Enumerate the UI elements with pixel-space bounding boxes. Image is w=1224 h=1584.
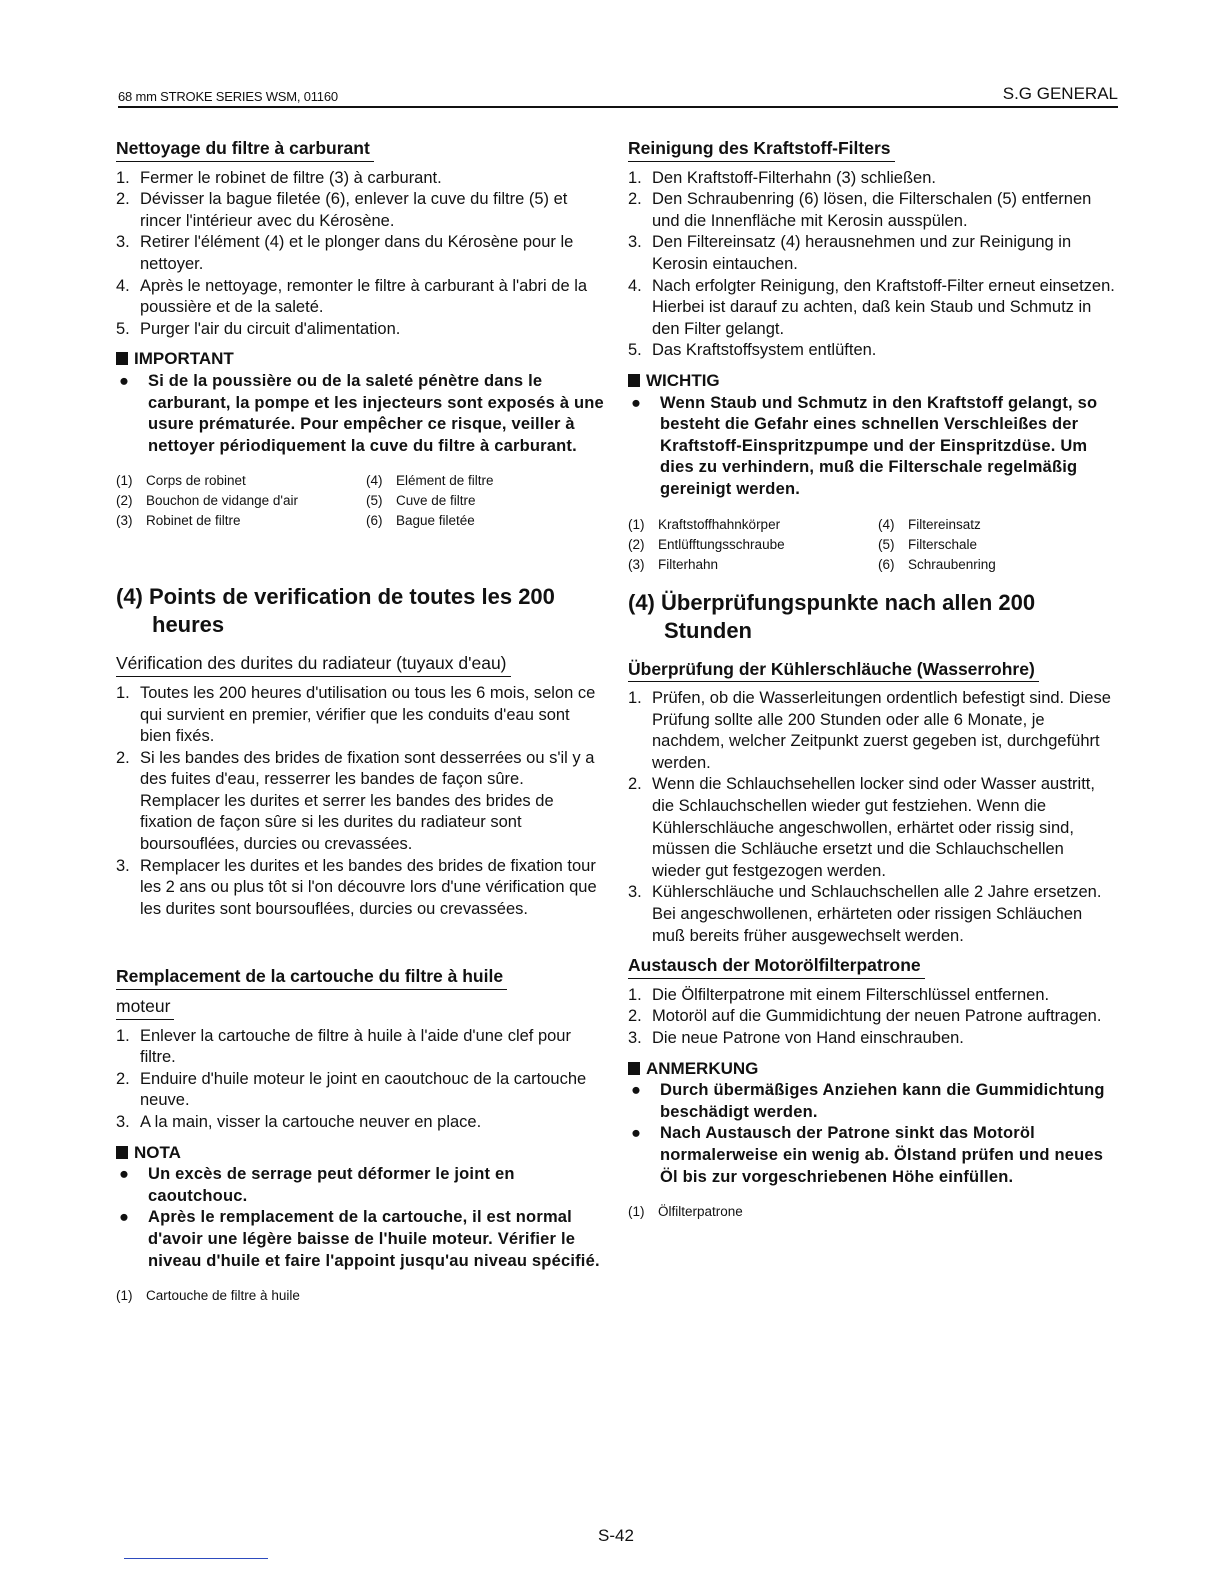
legend-item: (5) Filterschale <box>878 536 978 552</box>
list-item: 1. Den Kraftstoff-Filterhahn (3) schließen. <box>628 168 936 187</box>
hose-steps-fr <box>116 683 604 921</box>
fuel-filter-heading-fr: Nettoyage du filtre à carburant <box>116 138 374 162</box>
legend-item: (5) Cuve de filtre <box>366 493 476 509</box>
fuel-legend-de <box>628 515 1116 575</box>
section-title-de: (4) Überprüfungspunkte nach allen 200 Stunden <box>628 589 1036 643</box>
german-column <box>628 138 1116 1222</box>
bullet-icon: ● <box>119 1165 130 1184</box>
legend-item: (1) Cartouche de filtre à huile <box>116 1288 300 1304</box>
list-item: 4. Après le nettoyage, remonter le filtre à carburant à l'abri de la poussière et de la saleté. <box>116 276 588 317</box>
oil-filter-heading-fr-line1: Remplacement de la cartouche du filtre à huile <box>116 966 507 990</box>
oil-steps-fr <box>116 1026 604 1134</box>
list-item: 2. Den Schraubenring (6) lösen, die Filterschalen (5) entfernen und die Innenfläche mit Kerosin ausspülen. <box>628 190 1092 230</box>
legend-item: (6) Bague filetée <box>366 513 475 529</box>
wichtig-notice-label: WICHTIG <box>628 370 1116 392</box>
legend-item: (1) Corps de robinet <box>116 473 246 489</box>
page-header <box>118 84 1118 108</box>
oil-legend-fr <box>116 1286 604 1306</box>
oil-filter-heading-fr-line2: moteur <box>116 996 174 1020</box>
list-item: 3. Den Filtereinsatz (4) herausnehmen und zur Reinigung in Kerosin eintauchen. <box>628 233 1072 273</box>
list-item: 2. Motoröl auf die Gummidichtung der neuen Patrone auftragen. <box>628 1007 1102 1026</box>
list-item: ● Nach Austausch der Patrone sinkt das Motoröl normalerweise ein wenig ab. Ölstand prüfen und neues Öl bis zur vorgeschriebenen Höhe einfüllen. <box>631 1124 1104 1186</box>
list-item: ● Si de la poussière ou de la saleté pénètre dans le carburant, la pompe et les injecteurs sont exposés à une usure prématurée. Pour empêcher ce risque, veiller à nettoyer périodiquement la cuve du filtre à carburant. <box>119 371 604 455</box>
bullet-icon: ● <box>631 1124 642 1143</box>
list-item: 1. Toutes les 200 heures d'utilisation ou tous les 6 mois, selon ce qui survient en premier, vérifier que les conduits d'eau sont bien fixés. <box>116 683 596 746</box>
important-notice-label: IMPORTANT <box>116 348 604 370</box>
header-section: S.G GENERAL <box>1002 84 1118 103</box>
french-column <box>116 138 604 1306</box>
oil-steps-de <box>628 985 1116 1050</box>
legend-item: (4) Filtereinsatz <box>878 516 981 532</box>
bullet-icon: ● <box>119 1208 130 1227</box>
list-item: 2. Dévisser la bague filetée (6), enlever la cuve du filtre (5) et rincer l'intérieur avec du Kérosène. <box>116 190 568 230</box>
list-item: 5. Das Kraftstoffsystem entlüften. <box>628 341 877 360</box>
list-item: 2. Wenn die Schlauchsehellen locker sind oder Wasser austritt, die Schlauchschellen wieder gut festziehen. Wenn die Kühlerschläuche angeschwollen, erhärtet oder rissig sind, müssen die Schläuche ersetzt und die Schlauchschellen wieder gut festgezogen werden. <box>628 775 1095 880</box>
oil-filter-heading-de: Austausch der Motorölfilterpatrone <box>628 955 925 979</box>
list-item: 3. A la main, visser la cartouche neuver en place. <box>116 1113 482 1131</box>
footer-rule <box>124 1558 268 1559</box>
legend-item: (1) Kraftstoffhahnkörper <box>628 516 781 532</box>
list-item: 1. Fermer le robinet de filtre (3) à carburant. <box>116 168 442 187</box>
fuel-filter-heading-de: Reinigung des Kraftstoff-Filters <box>628 138 895 162</box>
list-item: 3. Retirer l'élément (4) et le plonger dans du Kérosène pour le nettoyer. <box>116 233 574 273</box>
anmerkung-bullets-de <box>628 1080 1116 1188</box>
header-series: 68 mm STROKE SERIES WSM, 01160 <box>118 89 338 104</box>
list-item: 1. Enlever la cartouche de filtre à huile à l'aide d'une clef pour filtre. <box>116 1026 571 1067</box>
list-item: 3. Die neue Patrone von Hand einschrauben. <box>628 1029 964 1047</box>
hose-steps-de <box>628 688 1116 947</box>
important-bullets-fr <box>116 371 604 457</box>
list-item: 2. Si les bandes des brides de fixation sont desserrées ou s'il y a des fuites d'eau, resserrer les bandes de façon sûre. Remplacer les durites et serrer les bandes des brides de fixation de façon sûre si les durites du radiateur sont boursouflées, durcies ou crevassées. <box>116 748 595 854</box>
list-item: 3. Kühlerschläuche und Schlauchschellen alle 2 Jahre ersetzen. Bei angeschwollenen, erhärteten oder rissigen Schläuchen muß bereits früher ausgewechselt werden. <box>628 883 1102 945</box>
page-number: S-42 <box>598 1526 634 1545</box>
list-item: 1. Prüfen, ob die Wasserleitungen ordentlich befestigt sind. Diese Prüfung sollte alle 200 Stunden oder alle 6 Monate, je nachdem, welcher Zeitpunkt zuerst gegeben ist, durchgeführt werden. <box>628 689 1111 772</box>
wichtig-bullets-de <box>628 393 1116 501</box>
legend-item: (3) Robinet de filtre <box>116 513 241 529</box>
nota-bullets-fr <box>116 1164 604 1272</box>
legend-item: (2) Bouchon de vidange d'air <box>116 493 298 509</box>
legend-item: (3) Filterhahn <box>628 556 719 572</box>
fuel-legend-fr <box>116 471 604 531</box>
hose-check-heading-fr: Vérification des durites du radiateur (tuyaux d'eau) <box>116 653 511 677</box>
list-item: 5. Purger l'air du circuit d'alimentation. <box>116 319 401 338</box>
fuel-steps-de <box>628 168 1116 362</box>
list-item: ● Après le remplacement de la cartouche, il est normal d'avoir une légère baisse de l'huile moteur. Vérifier le niveau d'huile et faire l'appoint jusqu'au niveau spécifié. <box>119 1208 600 1270</box>
section-title-fr: (4) Points de verification de toutes les 200 heures <box>116 584 555 638</box>
square-bullet-icon <box>628 374 640 387</box>
legend-item: (4) Elément de filtre <box>366 473 494 489</box>
oil-legend-de <box>628 1202 1116 1222</box>
square-bullet-icon <box>116 352 128 365</box>
list-item: ● Durch übermäßiges Anziehen kann die Gummidichtung beschädigt werden. <box>631 1081 1105 1121</box>
square-bullet-icon <box>116 1146 128 1159</box>
anmerkung-notice-label: ANMERKUNG <box>628 1058 1116 1080</box>
bullet-icon: ● <box>119 371 130 390</box>
bullet-icon: ● <box>631 1081 642 1100</box>
bullet-icon: ● <box>631 393 642 412</box>
list-item: ● Un excès de serrage peut déformer le joint en caoutchouc. <box>119 1165 515 1205</box>
list-item: 1. Die Ölfilterpatrone mit einem Filterschlüssel entfernen. <box>628 985 1050 1004</box>
legend-item: (2) Entlüfftungsschraube <box>628 536 785 552</box>
list-item: 2. Enduire d'huile moteur le joint en caoutchouc de la cartouche neuve. <box>116 1069 587 1110</box>
square-bullet-icon <box>628 1062 640 1075</box>
list-item: 3. Remplacer les durites et les bandes des brides de fixation tour les 2 ans ou plus tôt si l'on découvre lors d'une vérification que les durites sont boursouflées, durcies ou crevassées. <box>116 856 597 918</box>
legend-item: (6) Schraubenring <box>878 556 996 572</box>
fuel-steps-fr <box>116 168 604 341</box>
hose-check-heading-de: Überprüfung der Kühlerschläuche (Wasserrohre) <box>628 659 1039 683</box>
list-item: ● Wenn Staub und Schmutz in den Kraftstoff gelangt, so besteht die Gefahr eines schnellen Verschleißes der Kraftstoff-Einspritzpumpe und der Einspritzdüse. Um dies zu verhindern, muß die Filterschale regelmäßig gereinigt werden. <box>631 393 1098 498</box>
nota-notice-label: NOTA <box>116 1142 604 1164</box>
legend-item: (1) Ölfilterpatrone <box>628 1204 743 1220</box>
list-item: 4. Nach erfolgter Reinigung, den Kraftstoff-Filter erneut einsetzen. Hierbei ist darauf zu achten, daß kein Staub und Schmutz in den Filter gelangt. <box>628 276 1115 338</box>
